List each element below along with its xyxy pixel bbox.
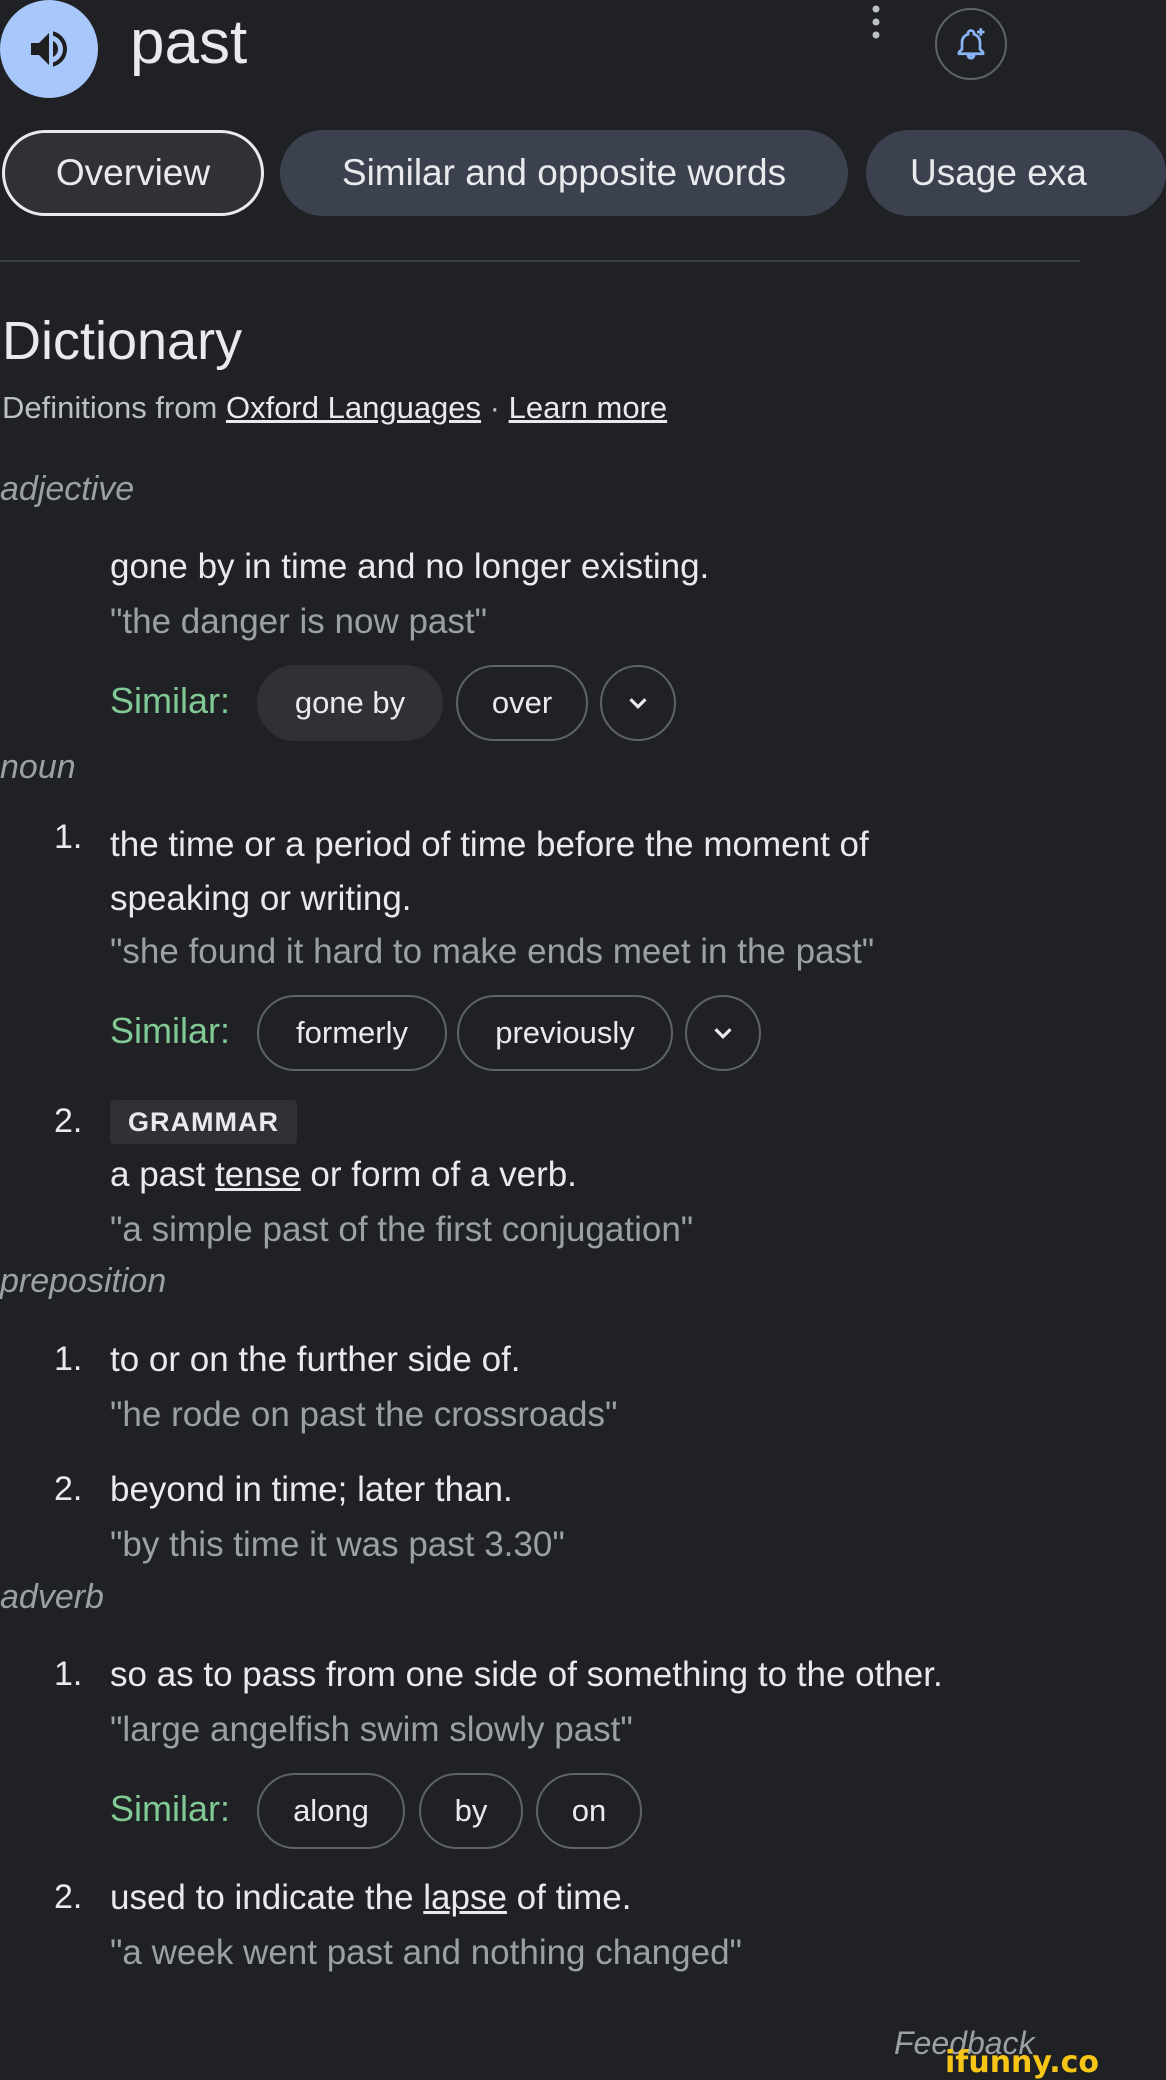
adjective-definition: gone by in time and no longer existing. — [110, 547, 710, 586]
sense-number: 1. — [54, 1340, 83, 1378]
noun-definition-2 — [110, 1148, 1070, 1202]
similar-chip-over[interactable]: over — [456, 665, 588, 741]
sense-number: 1. — [54, 1655, 83, 1693]
definition-text: a past — [110, 1155, 216, 1194]
noun-example-1: "she found it hard to make ends meet in the past" — [110, 932, 875, 971]
learn-more-link[interactable]: Learn more — [508, 390, 668, 425]
volume-icon — [25, 25, 73, 73]
feedback-link[interactable]: Feedback — [894, 2025, 1035, 2061]
chevron-down-icon — [708, 1018, 738, 1048]
tense-link[interactable]: tense — [215, 1155, 301, 1194]
preposition-example-2: "by this time it was past 3.30" — [110, 1525, 565, 1564]
dictionary-title: Dictionary — [2, 311, 243, 371]
sense-number: 2. — [54, 1102, 83, 1140]
preposition-definition-2: beyond in time; later than. — [110, 1470, 513, 1509]
ifunny-watermark: ifunny.co — [945, 2045, 1099, 2080]
pos-adjective: adjective — [0, 470, 135, 508]
definition-text: or form of a verb. — [300, 1155, 577, 1194]
add-alert-icon — [953, 26, 989, 62]
tab-usage-examples[interactable]: Usage exa — [866, 130, 1166, 216]
adverb-example-1: "large angelfish swim slowly past" — [110, 1710, 633, 1749]
tab-similar-and-opposite-words[interactable]: Similar and opposite words — [280, 130, 848, 216]
similar-chip-gone-by[interactable]: gone by — [257, 665, 443, 741]
similar-chip-on[interactable]: on — [536, 1773, 642, 1849]
grammar-tag: GRAMMAR — [110, 1100, 297, 1144]
expand-similar-button[interactable] — [685, 995, 761, 1071]
oxford-languages-link[interactable]: Oxford Languages — [225, 390, 482, 425]
add-alert-button[interactable] — [935, 8, 1007, 80]
adjective-example: "the danger is now past" — [110, 602, 488, 641]
adverb-example-2: "a week went past and nothing changed" — [110, 1933, 742, 1972]
definition-text: used to indicate the — [110, 1878, 424, 1917]
similar-chip-by[interactable]: by — [419, 1773, 523, 1849]
divider — [0, 260, 1080, 262]
headword: past — [130, 8, 248, 77]
noun-example-2: "a simple past of the first conjugation" — [110, 1210, 694, 1249]
similar-chip-formerly[interactable]: formerly — [257, 995, 447, 1071]
sense-number: 1. — [54, 818, 83, 856]
preposition-definition-1: to or on the further side of. — [110, 1340, 521, 1379]
pos-adverb: adverb — [0, 1578, 104, 1616]
definitions-source — [2, 390, 667, 426]
separator: · — [481, 390, 509, 425]
kebab-menu-icon[interactable] — [868, 4, 884, 44]
adverb-definition-2 — [110, 1871, 1070, 1925]
definition-text: of time. — [506, 1878, 632, 1917]
sense-number: 2. — [54, 1470, 83, 1508]
similar-chip-along[interactable]: along — [257, 1773, 405, 1849]
expand-similar-button[interactable] — [600, 665, 676, 741]
sense-number: 2. — [54, 1878, 83, 1916]
lapse-link[interactable]: lapse — [423, 1878, 507, 1917]
similar-label: Similar: — [110, 680, 231, 721]
pos-preposition: preposition — [0, 1262, 167, 1300]
similar-label: Similar: — [110, 1010, 231, 1051]
source-prefix: Definitions from — [2, 390, 226, 425]
speaker-button[interactable] — [0, 0, 98, 98]
chevron-down-icon — [623, 688, 653, 718]
adverb-definition-1: so as to pass from one side of something to the other. — [110, 1655, 943, 1694]
pos-noun: noun — [0, 748, 76, 786]
tab-overview[interactable]: Overview — [2, 130, 264, 216]
similar-label: Similar: — [110, 1788, 231, 1829]
similar-chip-previously[interactable]: previously — [457, 995, 673, 1071]
preposition-example-1: "he rode on past the crossroads" — [110, 1395, 618, 1434]
noun-definition-1: the time or a period of time before the moment of speaking or writing. — [110, 825, 869, 918]
